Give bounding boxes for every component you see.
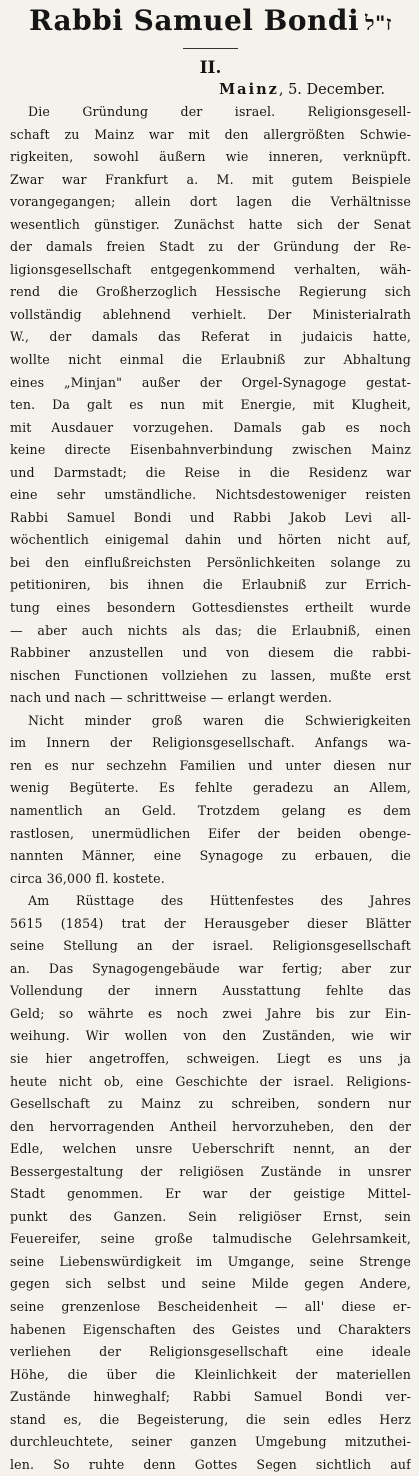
text-line: Die Gründung der israel. Religionsgesell- — [28, 104, 411, 119]
text-line: Edle, welchen unsre Ueberschrift nennt, an der — [10, 1141, 411, 1157]
text-line: ren es nur sechzehn Familien und unter diesen nur — [10, 757, 411, 773]
article-title-abbreviation: ז"ל — [365, 11, 392, 35]
text-line: an. Das Synagogengebäude war fertig; aber zur — [10, 960, 411, 976]
text-line: sie hier angetroffen, schweigen. Liegt es uns ja — [10, 1050, 411, 1066]
text-line: nischen Functionen vollziehen zu lassen, mußte erst — [10, 667, 411, 683]
text-line: rend die Großherzoglich Hessische Regierung sich — [10, 284, 411, 300]
text-line: mit Ausdauer vorzugehen. Damals gab es noch — [10, 419, 411, 435]
text-line: tung eines besondern Gottesdienstes ertheilt wurde — [10, 600, 411, 616]
text-line: Bessergestaltung der religiösen Zustände in unsrer — [10, 1163, 411, 1179]
text-line: nach und nach — schrittweise — erlangt werden. — [10, 690, 333, 706]
section-number: II. — [199, 58, 222, 78]
text-line: seine Liebenswürdigkeit im Umgange, seine Strenge — [10, 1253, 411, 1269]
article-body — [10, 101, 411, 1476]
text-line: wenig Begüterte. Es fehlte geradezu an Allem, — [10, 780, 411, 796]
text-line: circa 36,000 fl. kostete. — [10, 870, 165, 886]
article-title — [10, 0, 411, 40]
text-line: verliehen der Religionsgesellschaft eine ideale — [10, 1344, 411, 1360]
text-line: 5615 (1854) trat der Herausgeber dieser Blätter — [10, 915, 411, 931]
text-line: heute nicht ob, eine Geschichte der israel. Religions- — [10, 1073, 411, 1089]
text-line: den hervorragenden Antheil hervorzuheben, den der — [10, 1118, 411, 1134]
text-line: stand es, die Begeisterung, die sein edles Herz — [10, 1411, 411, 1427]
text-line: keine directe Eisenbahnverbindung zwischen Mainz — [10, 442, 411, 458]
text-line: wöchentlich einigemal dahin und hörten nicht auf, — [10, 532, 411, 548]
text-line: Stadt genommen. Er war der geistige Mittel- — [10, 1186, 411, 1202]
text-line: Geld; so währte es noch zwei Jahre bis zur Ein- — [10, 1005, 411, 1021]
text-line: und Darmstadt; die Reise in die Residenz war — [10, 464, 411, 480]
text-line: der damals freien Stadt zu der Gründung der Re- — [10, 239, 411, 255]
text-line: len. So ruhte denn Gottes Segen sichtlich auf — [10, 1456, 411, 1472]
dateline — [10, 79, 411, 101]
text-line: habenen Eigenschaften des Geistes und Charakters — [10, 1321, 411, 1337]
text-line: Am Rüsttage des Hüttenfestes des Jahres — [28, 893, 411, 909]
text-line: ligionsgesellschaft entgegenkommend verhalten, wäh- — [10, 261, 411, 277]
text-line: ten. Da galt es nun mit Energie, mit Klugheit, — [10, 397, 411, 413]
text-line: schaft zu Mainz war mit den allergrößten Schwie- — [10, 126, 411, 142]
text-line: Zustände hinweghalf; Rabbi Samuel Bondi ver- — [10, 1389, 411, 1405]
title-divider — [183, 48, 238, 49]
text-line: vorangegangen; allein dort lagen die Verhältnisse — [10, 194, 411, 210]
dateline-date: , 5. December. — [278, 82, 385, 98]
text-line: Zwar war Frankfurt a. M. mit gutem Beispiele — [10, 171, 411, 187]
text-line: W., der damals das Referat in judaicis hatte, — [10, 329, 411, 345]
text-line: Vollendung der innern Ausstattung fehlte das — [10, 983, 411, 999]
text-line: weihung. Wir wollen von den Zuständen, wie wir — [10, 1028, 411, 1044]
text-line: nannten Männer, eine Synagoge zu erbauen, die — [10, 848, 411, 864]
text-line: eines „Minjan" außer der Orgel-Synagoge gestat- — [10, 374, 411, 390]
text-line: namentlich an Geld. Trotzdem gelang es dem — [10, 802, 411, 818]
text-line: vollständig ablehnend verhielt. Der Ministerialrath — [10, 306, 411, 322]
text-line: Rabbi Samuel Bondi und Rabbi Jakob Levi all- — [10, 509, 411, 525]
text-line: Feuereifer, seine große talmudische Gelehrsamkeit, — [10, 1231, 411, 1247]
article-title-text: Rabbi Samuel Bondi — [29, 4, 360, 37]
text-line: Rabbiner anzustellen und von diesem die rabbi- — [10, 645, 411, 661]
text-line: Gesellschaft zu Mainz zu schreiben, sondern nur — [10, 1096, 411, 1112]
text-line: rastlosen, unermüdlichen Eifer der beiden obenge- — [10, 825, 411, 841]
text-line: Nicht minder groß waren die Schwierigkeiten — [28, 712, 411, 728]
text-line: wollte nicht einmal die Erlaubniß zur Abhaltung — [10, 352, 411, 368]
text-line: gegen sich selbst und seine Milde gegen Andere, — [10, 1276, 411, 1292]
text-line: punkt des Ganzen. Sein religiöser Ernst, sein — [10, 1208, 411, 1224]
text-line: — aber auch nichts als das; die Erlaubniß, einen — [10, 622, 411, 638]
text-line: eine sehr umständliche. Nichtsdestoweniger reisten — [10, 487, 411, 503]
text-line: durchleuchtete, seiner ganzen Umgebung mitzuthei- — [10, 1434, 411, 1450]
text-line: seine grenzenlose Bescheidenheit — all' diese er- — [10, 1298, 411, 1314]
text-line: rigkeiten, sowohl äußern wie inneren, verknüpft. — [10, 149, 411, 165]
text-line: bei den einflußreichsten Persönlichkeiten solange zu — [10, 554, 411, 570]
text-line: petitioniren, bis ihnen die Erlaubniß zur Errich- — [10, 577, 411, 593]
dateline-place: Mainz — [219, 81, 279, 98]
text-line: im Innern der Religionsgesellschaft. Anfangs wa- — [10, 735, 411, 751]
text-line: Höhe, die über die Kleinlichkeit der materiellen — [10, 1366, 411, 1382]
text-line: wesentlich günstiger. Zunächst hatte sich der Senat — [10, 216, 411, 232]
text-line: seine Stellung an der israel. Religionsgesellschaft — [10, 938, 411, 954]
